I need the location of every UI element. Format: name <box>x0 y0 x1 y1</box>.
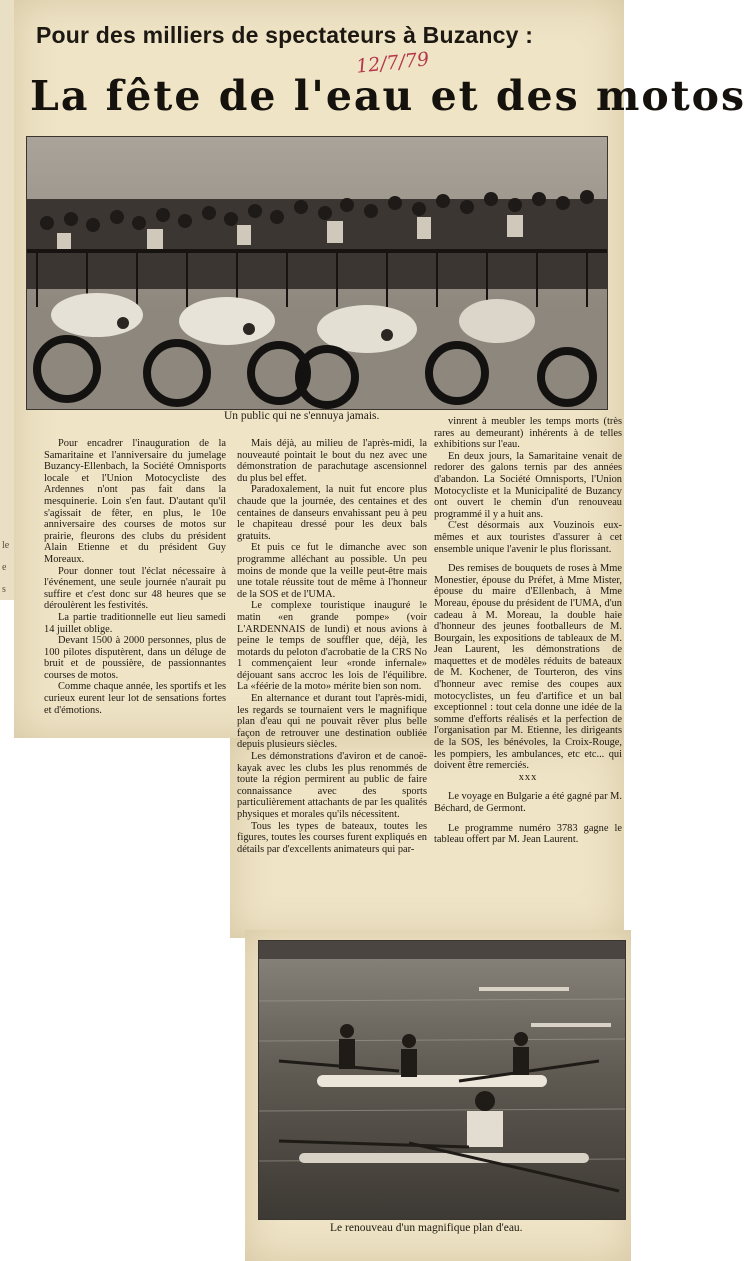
paragraph: Des remises de bouquets de roses à Mme Monestier, épouse du Préfet, à Mme Mister, épouse du maire d'Ellenbach, à Mme Moreau, épouse du président de l'UMA, d'un cadeau à M. Moreau, la double haie d'honneur des jeunes footballeurs de M. Bourgain, les expositions de tableaux de M. Jean Laurent, les démonstrations de maquettes et de modèles réduits de bateaux de M. Kochener, de Tourteron, des vins d'honneur avec remise des coupes aux motocyclistes, un feu d'artifice et un bal exceptionnel : tout cela donne une idée de la somme d'efforts réalisés et la perfection de l'organisation par M. Etienne, les dirigeants de la SOS, les bénévoles, la Croix-Rouge, les pompiers, les ambulances, etc etc... qui doivent être remerciés. <box>434 563 622 772</box>
section-separator: xxx <box>518 771 538 783</box>
paragraph: Devant 1500 à 2000 personnes, plus de 100 pilotes disputèrent, dans un déluge de bruit et de poussière, de passionnantes courses de motos. <box>44 635 226 681</box>
article-title: La fête de l'eau et des motos <box>30 72 746 120</box>
paragraph-gap <box>434 815 622 823</box>
article-column-2 <box>237 438 427 855</box>
paragraph: vinrent à meubler les temps morts (très rares au demeurant) inhérents à de telles exhibitions sur l'eau. <box>434 416 622 451</box>
paragraph-gap <box>434 555 622 563</box>
adjacent-clipping-fragment <box>0 0 15 600</box>
article-column-1 <box>44 438 226 716</box>
paragraph: Pour donner tout l'éclat nécessaire à l'événement, une seule journée n'aurait pu suffire et c'est donc sur 48 heures que se déroulèrent les festivités. <box>44 565 226 612</box>
paragraph: Le complexe touristique inauguré le matin «en grande pompe» (voir L'ARDENNAIS de lundi) et nous avions à peine le temps de souffler que, déjà, les motards du peloton d'acrobatie de la CRS No 1 commençaient leur «ronde infernale» déjouant sans accroc les lois de l'équilibre. La «féérie de la moto» mérite bien son nom. <box>237 600 427 693</box>
article-kicker: Pour des milliers de spectateurs à Buzancy : <box>36 22 534 48</box>
margin-fragment: s <box>2 584 6 595</box>
margin-fragment: le <box>2 540 10 551</box>
crowd-motorcycles-photo <box>26 136 608 410</box>
paragraph: Le voyage en Bulgarie a été gagné par M. Béchard, de Germont. <box>434 791 622 814</box>
paragraph: En alternance et durant tout l'après-midi, les regards se tournaient vers le magnifique plan d'eau qui ne pouvait rêver plus belle façon de retrouver une destination oubliée depuis plusieurs siècles. <box>237 693 427 751</box>
paragraph: En deux jours, la Samaritaine venait de redorer des galons ternis par des années d'abandon. La Société Omnisports, l'Union Motocycliste et la Municipalité de Buzancy ont ouvert le chemin d'un renouveau programmé il y a huit ans. <box>434 450 622 520</box>
paragraph: Mais déjà, au milieu de l'après-midi, la nouveauté pointait le bout du nez avec une démonstration de parachutage ascensionnel du plus bel effet. <box>237 438 427 484</box>
paragraph: Le programme numéro 3783 gagne le tableau offert par M. Jean Laurent. <box>434 822 622 846</box>
paragraph: C'est désormais aux Vouzinois eux-mêmes et aux touristes d'assurer à cet ensemble unique l'avenir le plus florissant. <box>434 520 622 555</box>
paragraph: Les démonstrations d'aviron et de canoë-kayak avec les clubs les plus renommés de toute la région permirent au public de faire connaissance avec des sports particulièrement attachants de par les qualités physiques et morales qu'ils nécessitent. <box>237 751 427 820</box>
paragraph: La partie traditionnelle eut lieu samedi 14 juillet oblige. <box>44 611 226 635</box>
margin-fragment: e <box>2 562 7 573</box>
handwritten-date: 12/7/79 <box>355 48 431 78</box>
article-column-3 <box>434 416 622 846</box>
paragraph: Comme chaque année, les sportifs et les curieux eurent leur lot de sensations fortes et d'émotions. <box>44 681 226 716</box>
paragraph: Paradoxalement, la nuit fut encore plus chaude que la journée, des centaines et des centaines de danseurs envahissant peu à peu le chapiteau dressé pour les deux bals gratuits. <box>237 484 427 542</box>
rowing-boats-illustration <box>259 941 625 1219</box>
paragraph: Et puis ce fut le dimanche avec son programme alléchant au possible. Un peu moins de monde que la veille peut-être mais une totale réussite tout de même à l'honneur de la SOS et de l'UMA. <box>237 542 427 600</box>
paragraph-gap <box>434 783 622 791</box>
paragraph: Tous les types de bateaux, toutes les figures, toutes les courses furent expliqués en détails par d'excellents animateurs qui par- <box>237 820 427 855</box>
crowd-motorcycles-illustration <box>27 137 607 409</box>
rowing-boats-photo <box>258 940 626 1220</box>
top-photo-caption: Un public qui ne s'ennuya jamais. <box>224 410 380 422</box>
bottom-photo-caption: Le renouveau d'un magnifique plan d'eau. <box>330 1222 523 1234</box>
paragraph: Pour encadrer l'inauguration de la Samaritaine et l'anniversaire du jumelage Buzancy-Ellenbach, la Société Omnisports locale et l'Union Motocycliste des Ardennes n'ont pas fait dans la mesquinerie. Loin s'en faut. D'autant qu'il s'agissait de fêter, en plus, le 10e anniversaire des courses de motos sur prairie, fleurons des clubs du président Alain Etienne et du président Guy Moreaux. <box>44 438 226 565</box>
